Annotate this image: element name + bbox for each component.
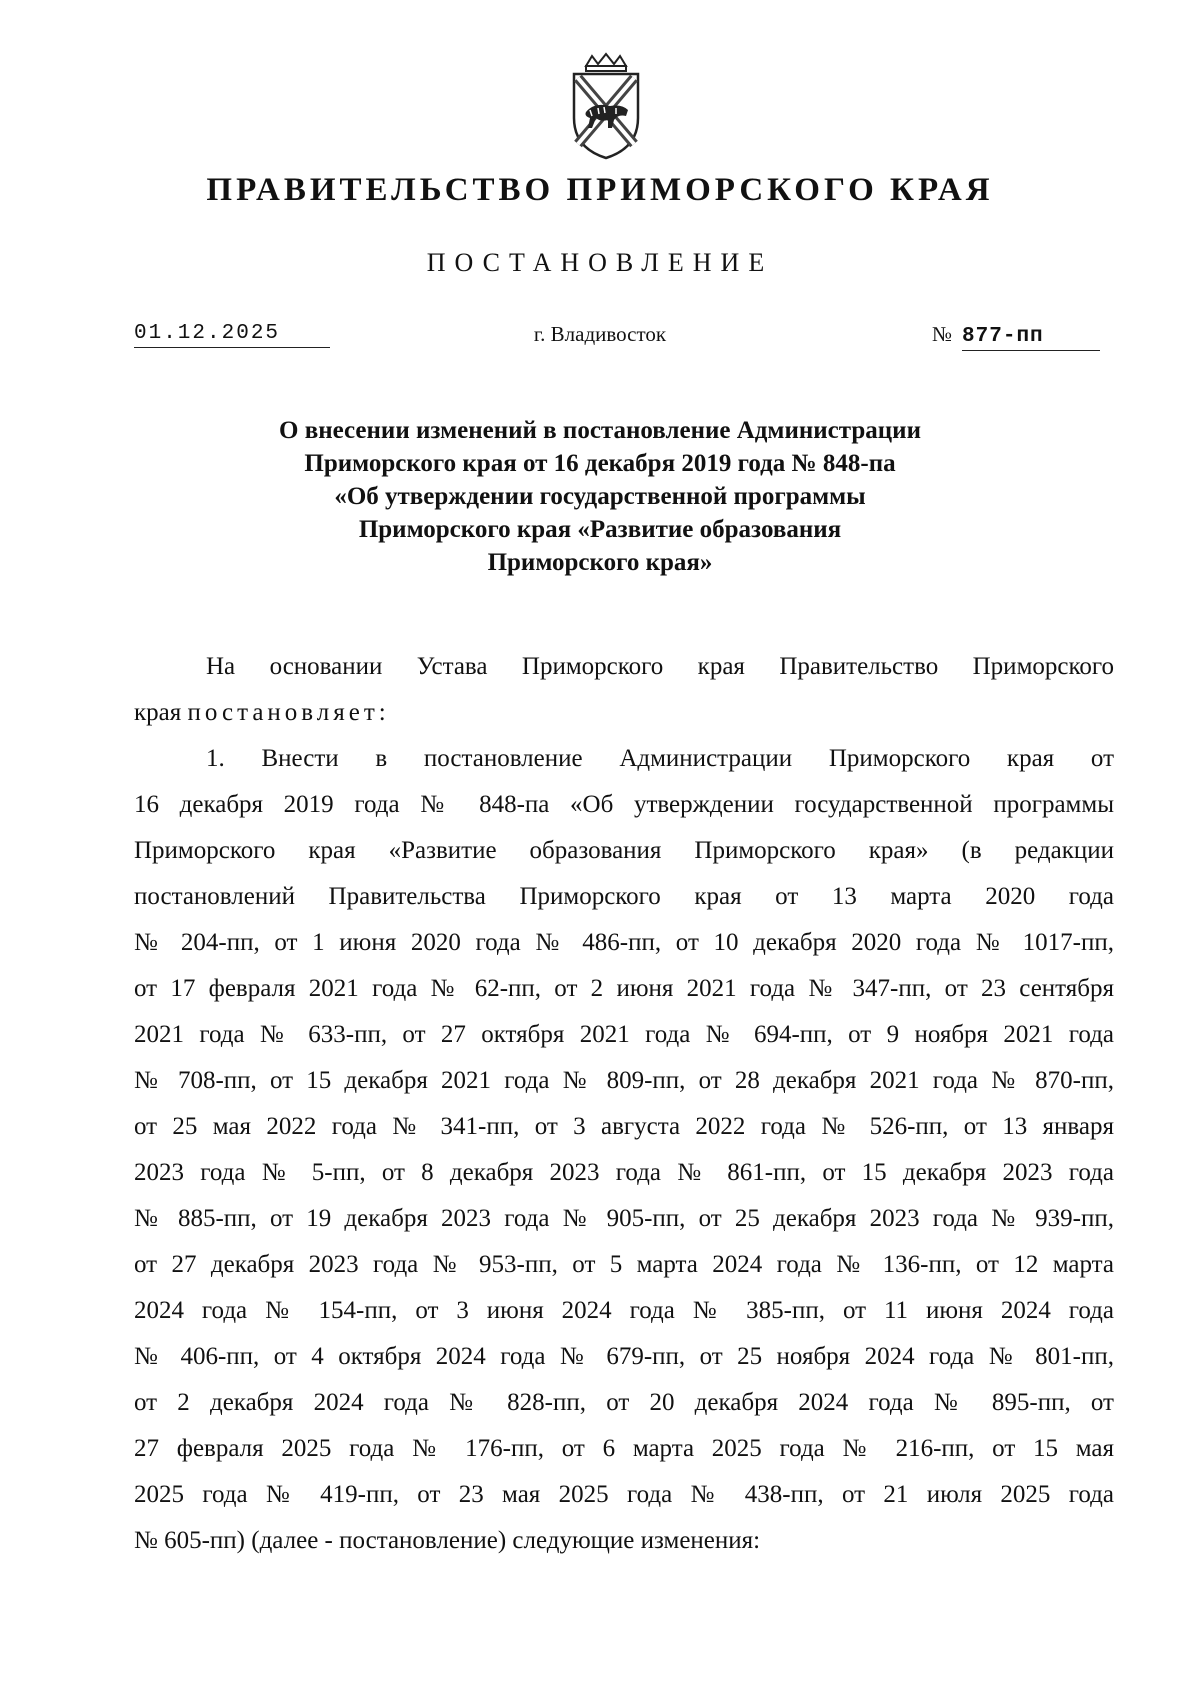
coat-of-arms-icon (564, 52, 648, 162)
preamble-resolves: постановляет: (187, 699, 390, 726)
number-sign: № (932, 322, 953, 346)
document-heading (150, 414, 1050, 579)
item-line: № 708-пп, от 15 декабря 2021 года № 809-пп, от 28 декабря 2021 года № 870-пп, (134, 1067, 1114, 1094)
document-type: ПОСТАНОВЛЕНИЕ (426, 248, 774, 277)
preamble-prefix: края (134, 699, 188, 726)
item-line: Приморского края «Развитие образования Приморского края» (в редакции (134, 837, 1114, 864)
item-line: № 204-пп, от 1 июня 2020 года № 486-пп, от 10 декабря 2020 года № 1017-пп, (134, 929, 1114, 956)
organization-title: ПРАВИТЕЛЬСТВО ПРИМОРСКОГО КРАЯ (206, 172, 994, 208)
item-line: 16 декабря 2019 года № 848-па «Об утверждении государственной программы (134, 791, 1114, 818)
item-line: 27 февраля 2025 года № 176-пп, от 6 марта 2025 года № 216-пп, от 15 мая (134, 1435, 1114, 1462)
item-line: 2025 года № 419-пп, от 23 мая 2025 года № 438-пп, от 21 июля 2025 года (134, 1481, 1114, 1508)
item-line: 2024 года № 154-пп, от 3 июня 2024 года № 385-пп, от 11 июня 2024 года (134, 1297, 1114, 1324)
document-city: г. Владивосток (533, 322, 667, 346)
item-line: от 27 декабря 2023 года № 953-пп, от 5 марта 2024 года № 136-пп, от 12 марта (134, 1251, 1114, 1278)
number-value: 877-пп (962, 325, 1100, 351)
item-line: № 885-пп, от 19 декабря 2023 года № 905-пп, от 25 декабря 2023 года № 939-пп, (134, 1205, 1114, 1232)
heading-line: «Об утверждении государственной программы (334, 483, 866, 510)
heading-line: Приморского края «Развитие образования (358, 516, 842, 543)
heading-line: О внесении изменений в постановление Администрации (279, 417, 921, 444)
heading-line: Приморского края» (487, 549, 713, 576)
document-number (932, 322, 1112, 351)
item-line: 2023 года № 5-пп, от 8 декабря 2023 года № 861-пп, от 15 декабря 2023 года (134, 1159, 1114, 1186)
item-line: № 605-пп) (далее - постановление) следующие изменения: (134, 1527, 761, 1554)
item-line: от 17 февраля 2021 года № 62-пп, от 2 июня 2021 года № 347-пп, от 23 сентября (134, 975, 1114, 1002)
preamble-line: На основании Устава Приморского края Правительство Приморского (206, 653, 1114, 680)
document-date: 01.12.2025 (134, 322, 330, 348)
item-line: от 2 декабря 2024 года № 828-пп, от 20 декабря 2024 года № 895-пп, от (134, 1389, 1114, 1416)
item-line: постановлений Правительства Приморского края от 13 марта 2020 года (134, 883, 1114, 910)
item-line: от 25 мая 2022 года № 341-пп, от 3 августа 2022 года № 526-пп, от 13 января (134, 1113, 1114, 1140)
preamble-line (134, 690, 1114, 736)
item-line: 2021 года № 633-пп, от 27 октября 2021 года № 694-пп, от 9 ноября 2021 года (134, 1021, 1114, 1048)
heading-line: Приморского края от 16 декабря 2019 года № 848-па (304, 450, 896, 477)
item-line: № 406-пп, от 4 октября 2024 года № 679-пп, от 25 ноября 2024 года № 801-пп, (134, 1343, 1114, 1370)
item-line: 1. Внести в постановление Администрации Приморского края от (206, 745, 1114, 772)
document-body (134, 644, 1114, 1564)
